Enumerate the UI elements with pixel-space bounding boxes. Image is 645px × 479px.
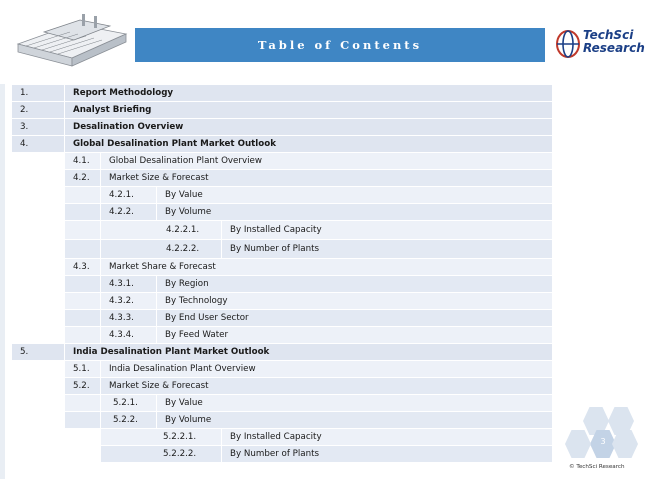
toc-num: 5. [12,344,65,361]
toc-row-5 [12,344,553,361]
toc-label: By Value [157,187,553,204]
toc-row-4-3 [12,259,553,276]
toc-label: Desalination Overview [65,119,553,136]
toc-row-4-2 [12,170,553,187]
copyright-text: © TechSci Research [569,464,625,470]
left-rule [0,84,5,479]
toc-label: By Value [157,395,553,412]
toc-num: 4.2. [65,170,101,187]
toc-label: Market Size & Forecast [101,170,553,187]
toc-row-4-2-2 [12,204,553,221]
toc-row-5-2-1 [12,395,553,412]
toc-num: 4.3.4. [101,327,157,344]
toc-label: By Region [157,276,553,293]
toc-label: By Volume [157,412,553,429]
toc-label: India Desalination Plant Market Outlook [65,344,553,361]
toc-row-4-2-2-1 [12,221,553,240]
toc-table [11,84,553,463]
toc-label: Global Desalination Plant Overview [101,153,553,170]
logo-text [583,29,645,55]
toc-row-5-2 [12,378,553,395]
toc-label: Global Desalination Plant Market Outlook [65,136,553,153]
toc-row-5-1 [12,361,553,378]
toc-row-4-3-4 [12,327,553,344]
toc-row-4-3-1 [12,276,553,293]
toc-num: 4.3. [65,259,101,276]
toc-num: 5.2.2.2. [101,446,222,463]
logo-line-1: TechSci [583,28,634,42]
techsci-logo [551,24,645,64]
toc-num: 1. [12,85,65,102]
toc-row-2 [12,102,553,119]
logo-line-2: Research [583,41,645,55]
toc-num: 4.2.1. [101,187,157,204]
page-title: Table of Contents [257,38,423,52]
toc-row-3 [12,119,553,136]
toc-num: 4.3.1. [101,276,157,293]
toc-row-4 [12,136,553,153]
toc-label: By Number of Plants [222,446,553,463]
toc-row-4-3-2 [12,293,553,310]
toc-label: Market Size & Forecast [101,378,553,395]
toc-label: Report Methodology [65,85,553,102]
toc-label: By Feed Water [157,327,553,344]
toc-row-1 [12,85,553,102]
toc-num: 5.2.2.1. [101,429,222,446]
toc-row-4-3-3 [12,310,553,327]
toc-label: Market Share & Forecast [101,259,553,276]
toc-num: 2. [12,102,65,119]
toc-label: By Technology [157,293,553,310]
toc-row-5-2-2 [12,412,553,429]
logo-globe-icon [555,28,581,60]
toc-label: By Installed Capacity [222,221,553,240]
title-bar [135,28,545,62]
building-illustration [14,10,132,70]
toc-label: By Number of Plants [222,240,553,259]
page-number: 3 [600,437,606,446]
toc-label: Analyst Briefing [65,102,553,119]
toc-num: 4.3.3. [101,310,157,327]
toc-num: 5.2. [65,378,101,395]
toc-num: 4.3.2. [101,293,157,310]
toc-label: By Volume [157,204,553,221]
toc-num: 5.2.1. [101,395,157,412]
toc-num: 3. [12,119,65,136]
toc-row-4-2-1 [12,187,553,204]
toc-num: 4.2.2. [101,204,157,221]
toc-num: 5.2.2. [101,412,157,429]
toc-num: 4.1. [65,153,101,170]
hex-decoration [565,430,591,458]
toc-row-4-1 [12,153,553,170]
header [0,0,645,62]
toc-num: 4. [12,136,65,153]
toc-row-4-2-2-2 [12,240,553,259]
toc-label: By Installed Capacity [222,429,553,446]
toc-row-5-2-2-1 [12,429,553,446]
toc-num: 4.2.2.2. [101,240,222,259]
toc-num: 4.2.2.1. [101,221,222,240]
toc-label: By End User Sector [157,310,553,327]
toc-row-5-2-2-2 [12,446,553,463]
toc-num: 5.1. [65,361,101,378]
toc-label: India Desalination Plant Overview [101,361,553,378]
